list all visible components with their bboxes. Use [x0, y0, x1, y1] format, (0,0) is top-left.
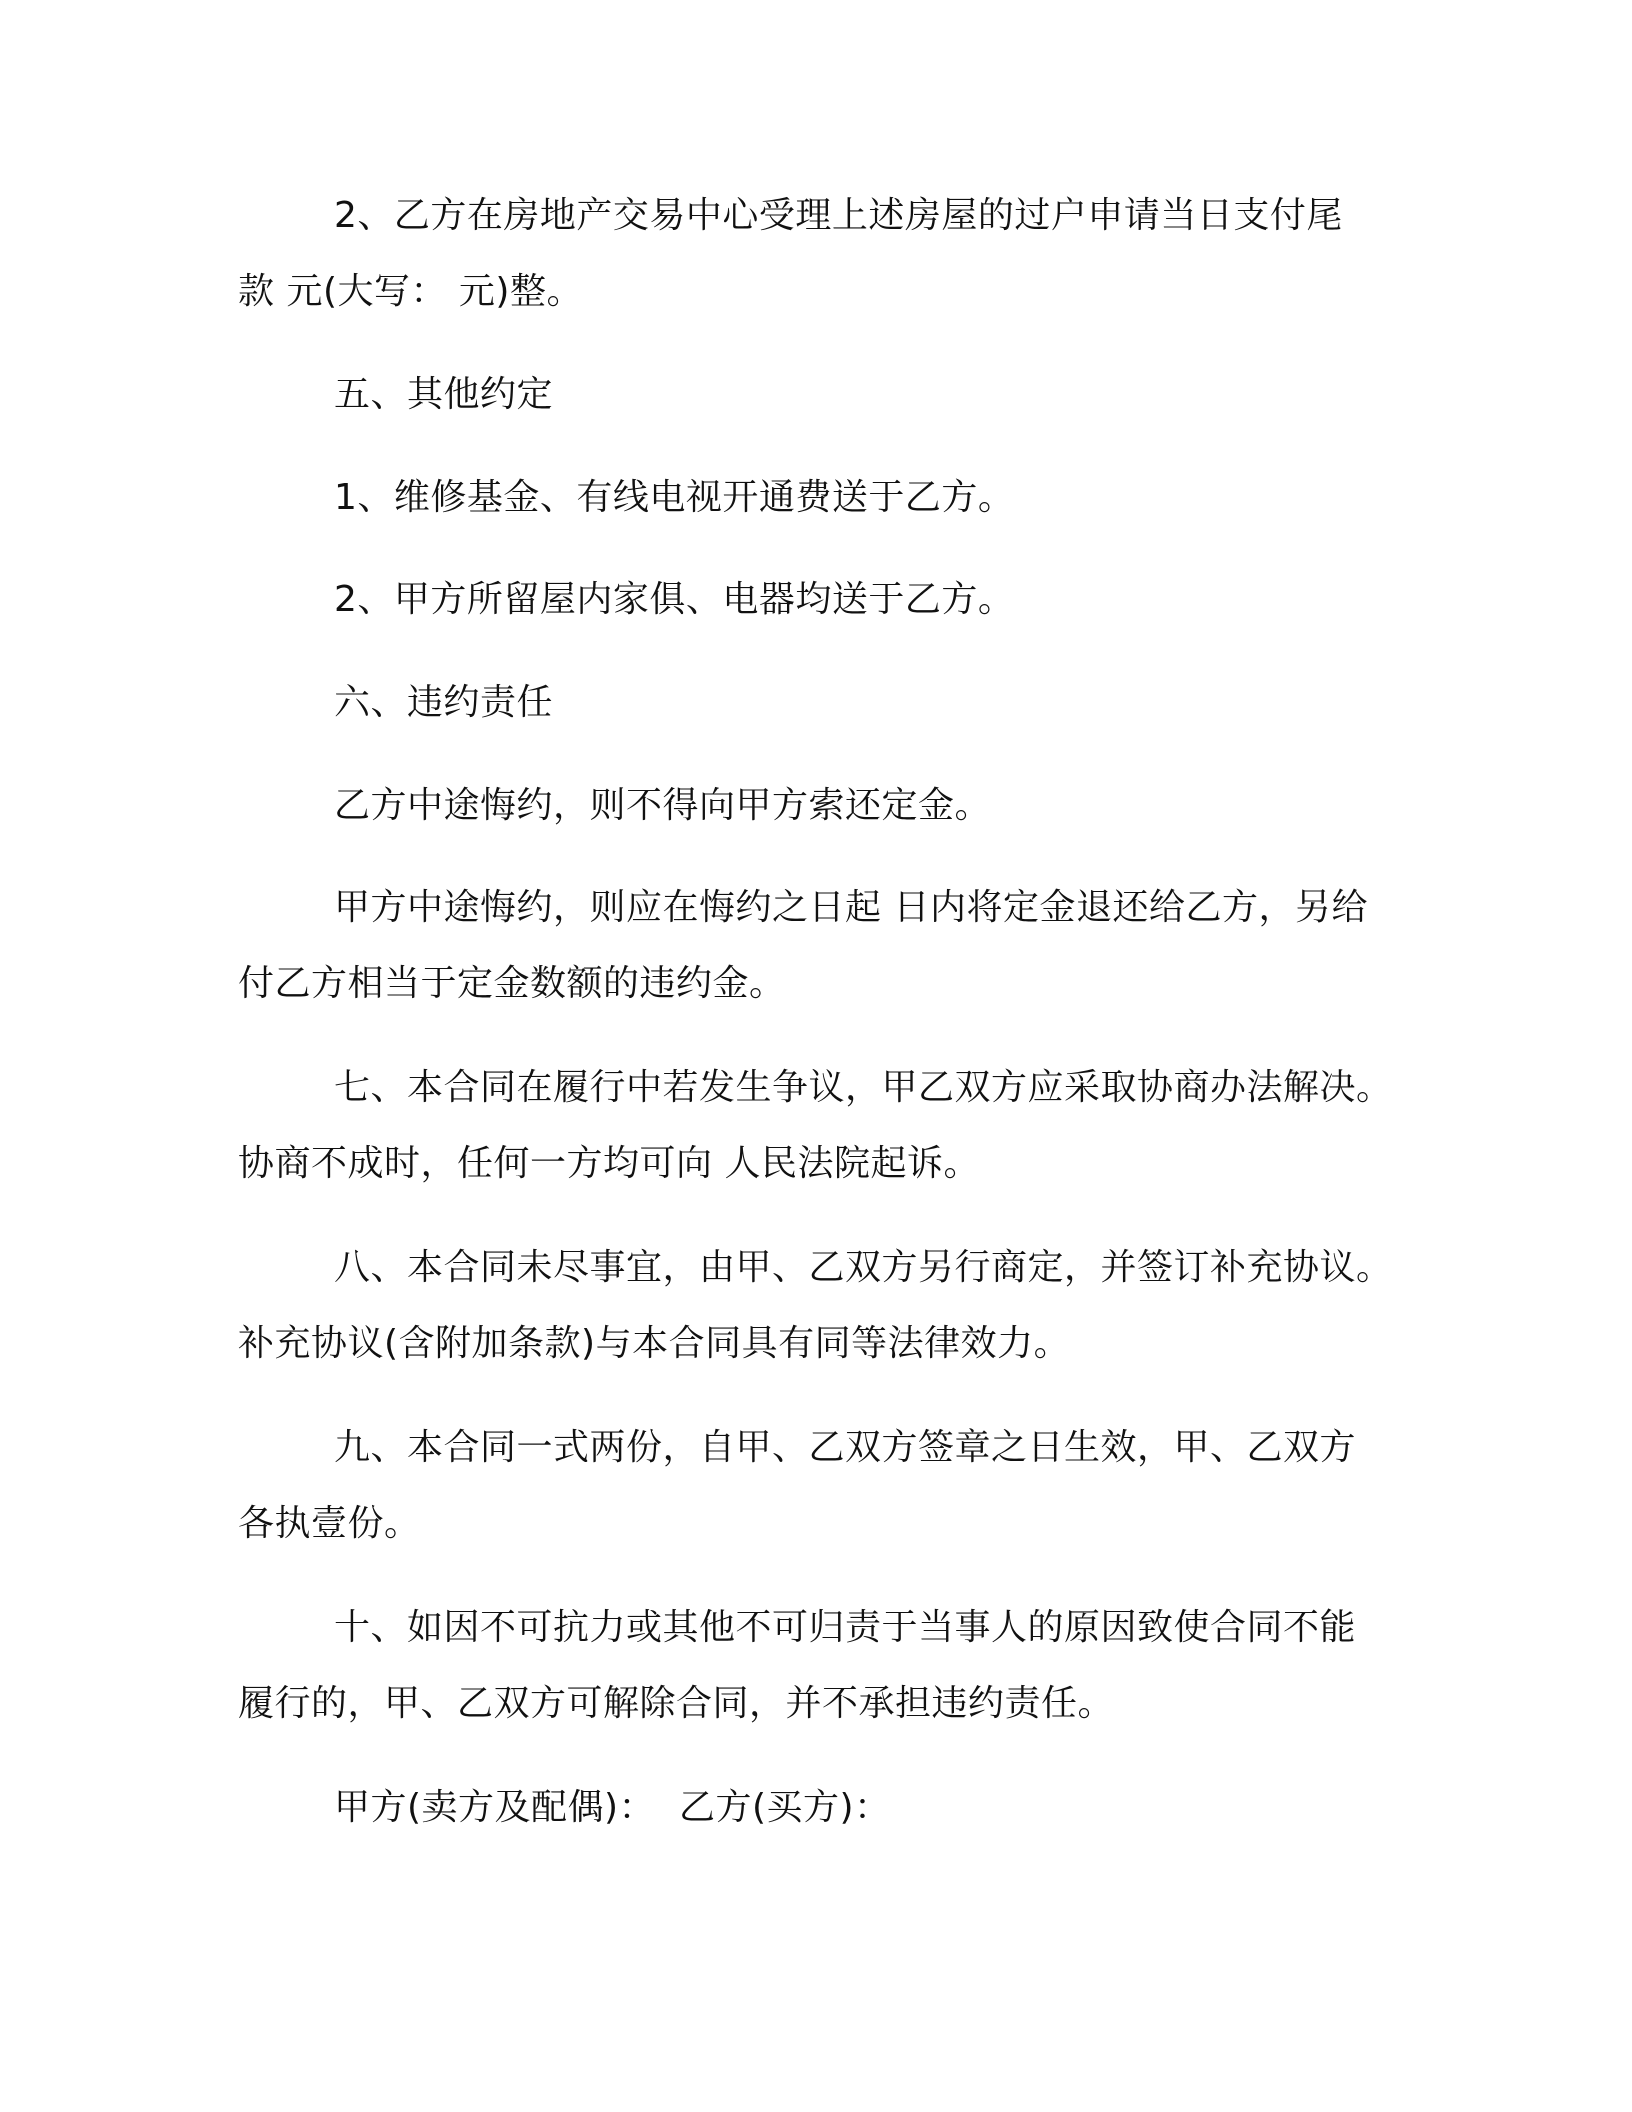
paragraph-force-majeure [238, 1590, 1388, 1742]
paragraph-line: 十、如因不可抗力或其他不可归责于当事人的原因致使合同不能 [334, 1607, 1357, 1648]
paragraph-buyer-breach [238, 768, 1388, 844]
paragraph-line: 2、乙方在房地产交易中心受理上述房屋的过户申请当日支付尾 [334, 195, 1343, 236]
paragraph-line: 履行的，甲、乙双方可解除合同，并不承担违约责任。 [238, 1683, 1115, 1724]
paragraph-line: 五、其他约定 [334, 374, 554, 415]
paragraph-line: 付乙方相当于定金数额的违约金。 [238, 963, 786, 1004]
paragraph-seller-breach [238, 870, 1388, 1022]
paragraph-line: 2、甲方所留屋内家俱、电器均送于乙方。 [334, 579, 1015, 620]
paragraph-furniture [238, 562, 1388, 638]
section-heading-other-terms [238, 357, 1388, 433]
paragraph-copies [238, 1410, 1388, 1562]
paragraph-line: 款 元(大写： 元)整。 [238, 271, 583, 312]
signature-line [238, 1770, 1388, 1846]
paragraph-line: 补充协议(含附加条款)与本合同具有同等法律效力。 [238, 1323, 1071, 1364]
paragraph-line: 1、维修基金、有线电视开通费送于乙方。 [334, 477, 1015, 518]
paragraph-supplementary [238, 1230, 1393, 1382]
paragraph-line: 九、本合同一式两份，自甲、乙双方签章之日生效，甲、乙双方 [334, 1427, 1357, 1468]
paragraph-line: 乙方中途悔约，则不得向甲方索还定金。 [334, 785, 992, 826]
paragraph-line: 甲方中途悔约，则应在悔约之日起 日内将定金退还给乙方，另给 [334, 887, 1368, 928]
paragraph-maintenance-fund [238, 460, 1388, 536]
paragraph-line: 各执壹份。 [238, 1503, 421, 1544]
paragraph-line: 六、违约责任 [334, 682, 554, 723]
paragraph-line: 甲方(卖方及配偶)： 乙方(买方)： [334, 1787, 891, 1828]
paragraph-line: 七、本合同在履行中若发生争议，甲乙双方应采取协商办法解决。 [334, 1067, 1393, 1108]
paragraph-dispute [238, 1050, 1393, 1202]
section-heading-breach [238, 665, 1388, 741]
paragraph-line: 八、本合同未尽事宜，由甲、乙双方另行商定，并签订补充协议。 [334, 1247, 1393, 1288]
paragraph-payment-balance [238, 178, 1388, 330]
paragraph-line: 协商不成时，任何一方均可向 人民法院起诉。 [238, 1143, 980, 1184]
